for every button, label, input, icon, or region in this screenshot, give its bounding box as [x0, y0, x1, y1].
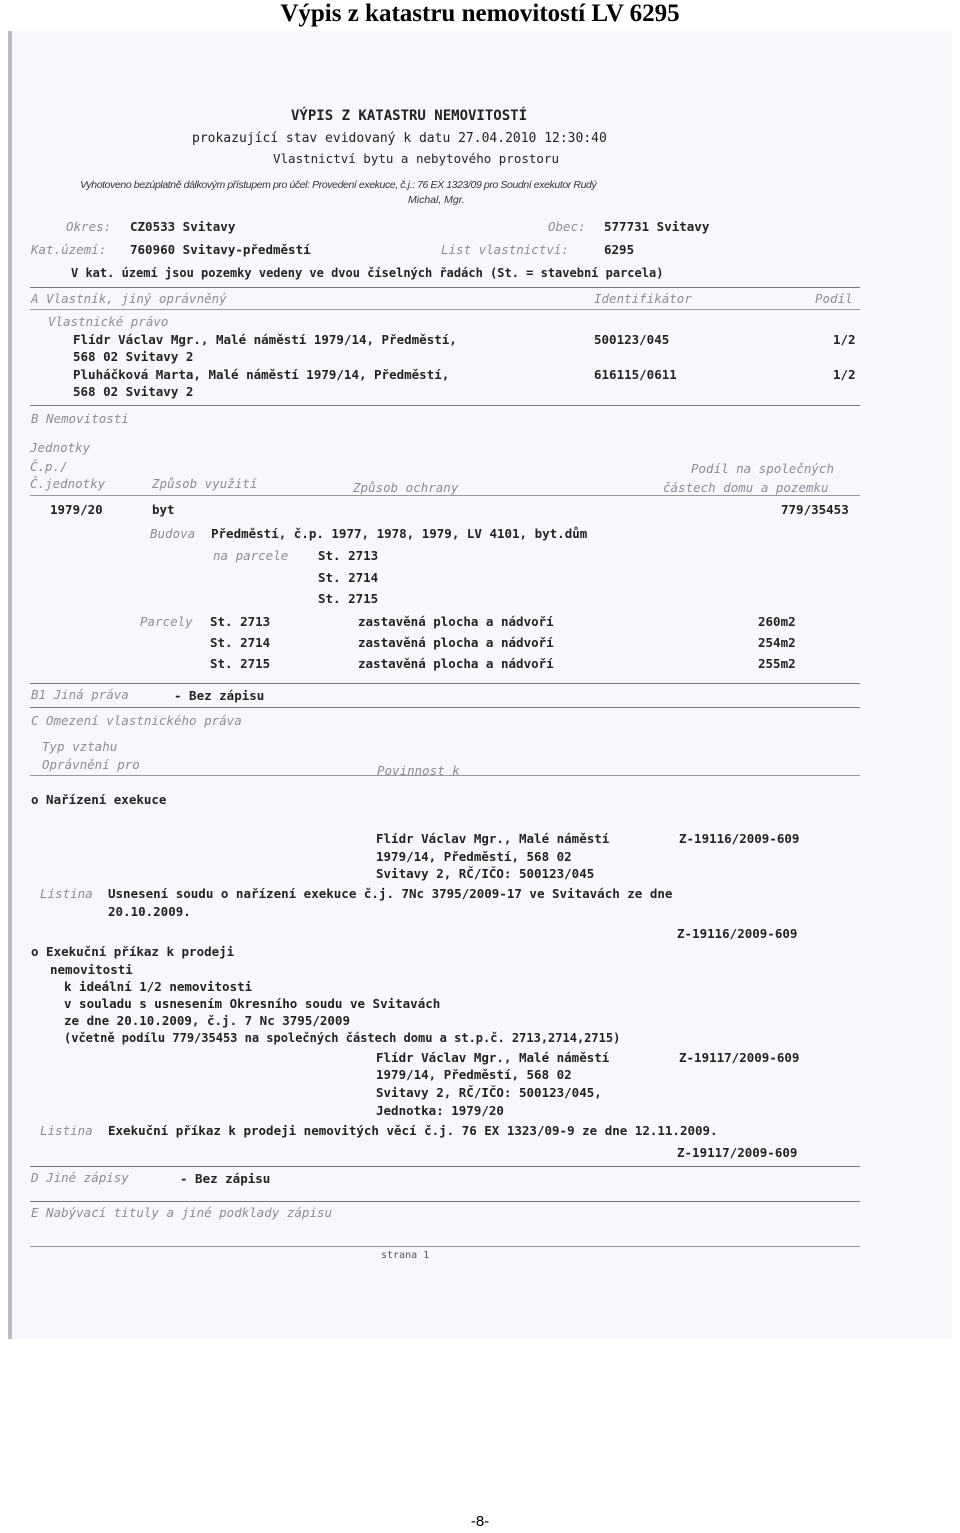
- item-2-line-1: nemovitosti: [50, 962, 133, 977]
- divider: [30, 1246, 860, 1247]
- divider: [30, 1166, 860, 1167]
- ownership-subheading: Vlastnické právo: [48, 314, 169, 329]
- item-2-listina-label: Listina: [40, 1123, 93, 1138]
- owner-1-share: 1/2: [833, 332, 856, 347]
- item-2-ref-2: Z-19117/2009-609: [677, 1145, 798, 1160]
- owner-2-id: 616115/0611: [594, 367, 677, 382]
- purpose-note: Vyhotoveno bezúplatně dálkovým přístupem pro účel: Provedení exekuce, č.j.: 76 EX 1323/09 pro Soudní exekutor Rudý: [80, 179, 597, 191]
- item-2-title: o Exekuční příkaz k prodeji: [31, 944, 235, 959]
- parcel-2-kind: zastavěná plocha a nádvoří: [358, 635, 554, 650]
- item-1-party-2: 1979/14, Předměstí, 568 02: [376, 849, 572, 864]
- page-caption: Výpis z katastru nemovitostí LV 6295: [280, 0, 680, 27]
- document-title: VÝPIS Z KATASTRU NEMOVITOSTÍ: [291, 108, 528, 124]
- item-2-party-3: Svitavy 2, RČ/IČO: 500123/045,: [376, 1085, 602, 1100]
- section-b1-value: - Bez zápisu: [174, 688, 265, 703]
- parcel-on-label: na parcele: [213, 548, 289, 563]
- owner-1-line1: Flídr Václav Mgr., Malé náměstí 1979/14, Předměstí,: [73, 332, 457, 347]
- unit-share: 779/35453: [781, 502, 849, 517]
- item-2-line-5: (včetně podílu 779/35453 na společných částech domu a st.p.č. 2713,2714,2715): [64, 1031, 621, 1045]
- parcel-on-3: St. 2715: [318, 591, 379, 606]
- item-2-party-2: 1979/14, Předměstí, 568 02: [376, 1067, 572, 1082]
- scan-edge: [8, 31, 12, 1339]
- item-2-line-3: v souladu s usnesením Okresního soudu ve Svitavách: [64, 996, 441, 1011]
- parcel-1-area: 260m2: [758, 614, 796, 629]
- katuzemi-label: Kat.území:: [31, 242, 107, 257]
- lv-value: 6295: [604, 242, 635, 257]
- col-duty: Povinnost k: [377, 763, 460, 778]
- section-b-heading: B Nemovitosti: [31, 411, 129, 426]
- divider: [30, 1201, 860, 1202]
- page-number: -8-: [470, 1513, 490, 1530]
- parcel-on-2: St. 2714: [318, 570, 379, 585]
- owner-2-line1: Pluháčková Marta, Malé náměstí 1979/14, Předměstí,: [73, 367, 450, 382]
- col-unit: Č.jednotky: [30, 476, 106, 491]
- section-b1-heading: B1 Jiná práva: [31, 687, 129, 702]
- document-subtitle: Vlastnictví bytu a nebytového prostoru: [273, 151, 559, 166]
- item-2-party-4: Jednotka: 1979/20: [376, 1103, 504, 1118]
- item-1-listina: Usnesení soudu o nařízení exekuce č.j. 7Nc 3795/2009-17 ve Svitavách ze dne: [108, 886, 673, 901]
- katuzemi-value: 760960 Svitavy-předměstí: [130, 242, 311, 257]
- parcel-1-no: St. 2713: [210, 614, 271, 629]
- owner-2-share: 1/2: [833, 367, 856, 382]
- parcel-on-1: St. 2713: [318, 548, 379, 563]
- section-d-heading: D Jiné zápisy: [31, 1170, 129, 1185]
- parcel-3-kind: zastavěná plocha a nádvoří: [358, 656, 554, 671]
- building-label: Budova: [150, 526, 196, 541]
- item-2-line-4: ze dne 20.10.2009, č.j. 7 Nc 3795/2009: [64, 1013, 350, 1028]
- owner-2-line2: 568 02 Svitavy 2: [73, 384, 194, 399]
- col-protection: Způsob ochrany: [353, 480, 459, 495]
- divider: [30, 683, 860, 684]
- lv-label: List vlastnictví:: [441, 242, 569, 257]
- item-1-party-1: Flídr Václav Mgr., Malé náměstí: [376, 831, 610, 846]
- item-1-listina-date: 20.10.2009.: [108, 904, 191, 919]
- owner-1-line2: 568 02 Svitavy 2: [73, 349, 194, 364]
- parcel-2-area: 254m2: [758, 635, 796, 650]
- divider: [30, 775, 860, 776]
- owner-1-id: 500123/045: [594, 332, 670, 347]
- parcel-3-area: 255m2: [758, 656, 796, 671]
- col-type: Typ vztahu: [42, 739, 118, 754]
- divider: [30, 287, 860, 288]
- col-common-share-1: Podíl na společných: [691, 461, 834, 476]
- divider: [30, 405, 860, 406]
- scan-page-label: strana 1: [381, 1250, 430, 1261]
- purpose-note-2: Michal, Mgr.: [408, 194, 465, 206]
- section-e-heading: E Nabývací tituly a jiné podklady zápisu: [31, 1205, 333, 1220]
- col-identifier: Identifikátor: [594, 291, 692, 306]
- col-share: Podíl: [815, 291, 853, 306]
- units-label: Jednotky: [30, 440, 91, 455]
- item-2-party-1: Flídr Václav Mgr., Malé náměstí: [376, 1050, 610, 1065]
- building-value: Předměstí, č.p. 1977, 1978, 1979, LV 4101, byt.dům: [211, 526, 588, 541]
- section-d-value: - Bez zápisu: [180, 1171, 271, 1186]
- divider: [30, 495, 860, 496]
- unit-number: 1979/20: [50, 502, 103, 517]
- parcel-1-kind: zastavěná plocha a nádvoří: [358, 614, 554, 629]
- item-2-line-2: k ideální 1/2 nemovitosti: [64, 979, 253, 994]
- col-cp: Č.p./: [30, 459, 68, 474]
- section-a-heading: A Vlastník, jiný oprávněný: [31, 291, 227, 306]
- obec-label: Obec:: [548, 219, 586, 234]
- parcels-label: Parcely: [140, 614, 193, 629]
- item-2-ref: Z-19117/2009-609: [679, 1050, 800, 1065]
- parcel-2-no: St. 2714: [210, 635, 271, 650]
- okres-value: CZ0533 Svitavy: [130, 219, 236, 234]
- item-1-title: o Nařízení exekuce: [31, 792, 167, 807]
- col-common-share-2: částech domu a pozemku: [663, 480, 829, 495]
- section-c-heading: C Omezení vlastnického práva: [31, 713, 242, 728]
- series-note: V kat. území jsou pozemky vedeny ve dvou číselných řadách (St. = stavební parcela): [71, 266, 664, 280]
- okres-label: Okres:: [66, 219, 112, 234]
- parcel-3-no: St. 2715: [210, 656, 271, 671]
- divider: [30, 309, 860, 310]
- col-authorized: Oprávnění pro: [42, 757, 140, 772]
- item-2-listina: Exekuční příkaz k prodeji nemovitých věcí č.j. 76 EX 1323/09-9 ze dne 12.11.2009.: [108, 1123, 718, 1138]
- state-line: prokazující stav evidovaný k datu 27.04.2010 12:30:40: [192, 131, 607, 146]
- item-1-party-3: Svitavy 2, RČ/IČO: 500123/045: [376, 866, 595, 881]
- divider: [30, 707, 860, 708]
- col-use: Způsob využití: [152, 476, 258, 491]
- item-1-ref: Z-19116/2009-609: [679, 831, 800, 846]
- item-1-ref-2: Z-19116/2009-609: [677, 926, 798, 941]
- item-1-listina-label: Listina: [40, 886, 93, 901]
- unit-use: byt: [152, 502, 175, 517]
- obec-value: 577731 Svitavy: [604, 219, 710, 234]
